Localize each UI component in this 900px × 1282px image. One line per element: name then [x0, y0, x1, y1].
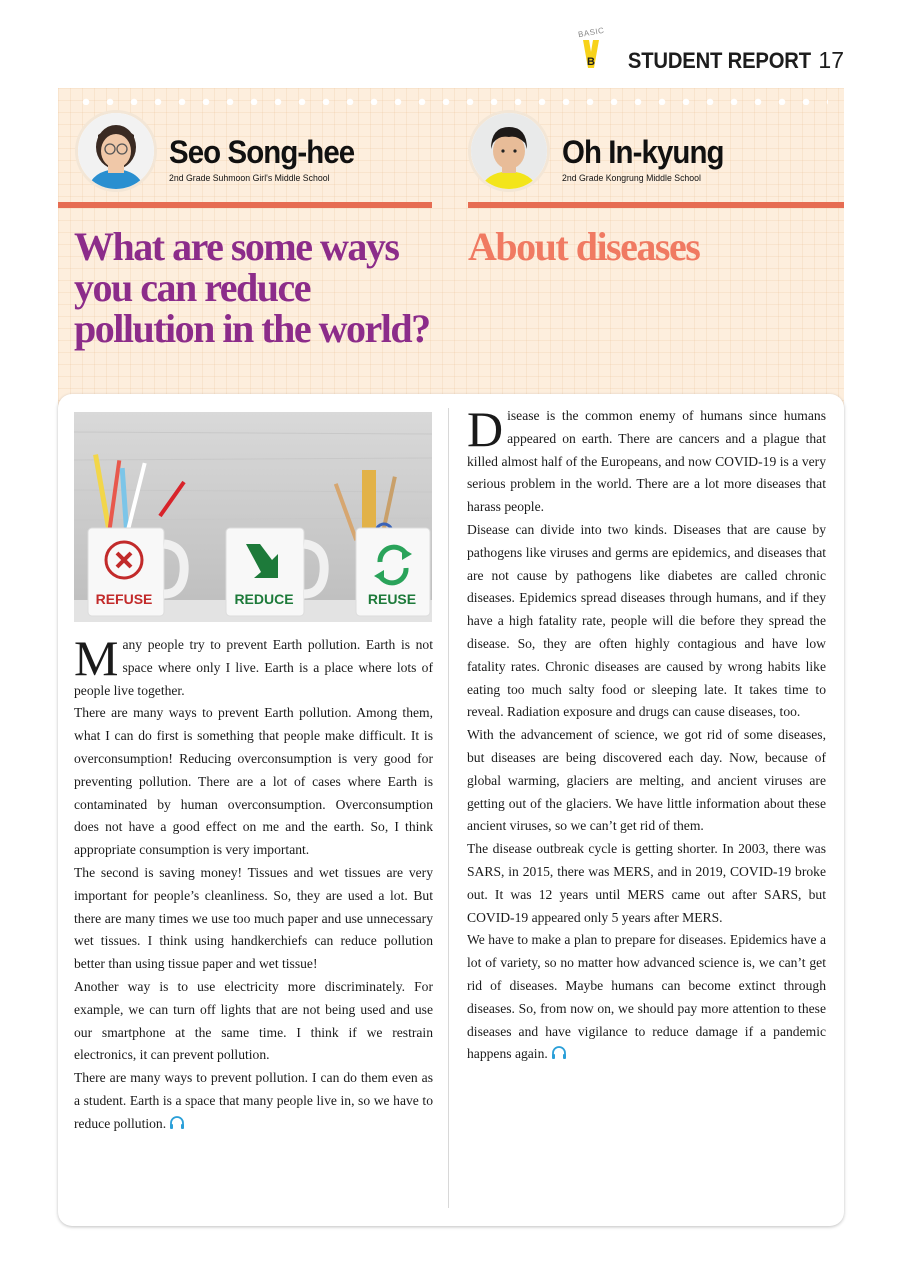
logo-small-text: BASIC [576, 25, 605, 40]
paragraph: With the advancement of science, we got rid of some diseases, but diseases are being discovered each day. Now, because of global warming, glaciers are melting, and ancient viruses are getting out of the glaciers. We have little information about these ancient viruses, so we can’t get rid of them. [467, 727, 826, 834]
page-number: 17 [818, 47, 844, 73]
article-body-left [74, 630, 433, 1136]
author-name: Seo Song-hee [169, 134, 355, 170]
basic-logo [576, 25, 605, 72]
paragraph: There are many ways to prevent Earth pollution. Among them, what I can do first is something that people make difficult. It is overconsumption! Reducing overconsumption is very good for preventing pollution. There are a lot of cases where Earth is contaminated by human overconsumption. Overconsumption does not have a good effect on me and the earth. So, I think appropriate consumption is very important. [74, 705, 433, 858]
paragraph: Disease can divide into two kinds. Diseases that are cause by pathogens like viruses and germs are epidemics, and diseases that are not cause by pathogens like diabetes are called chronic diseases. Epidemics spread diseases through humans, and if they have a high fatality rate, people will die before they spread the disease. So, they are often highly contagious and have low fatality rates. Chronic diseases are caused by wrong habits like eating too much salty food or sleeping late. It takes time to reveal. Radiation exposure and drugs can cause diseases, too. [467, 521, 826, 720]
author-left [75, 110, 370, 192]
headphones-end-icon [169, 1116, 185, 1129]
avatar [75, 110, 157, 192]
author-school: 2nd Grade Suhmoon Girl's Middle School [169, 173, 330, 184]
paragraph: Many people try to prevent Earth pollution. Earth is not space where only I live. Earth is a place where lots of people live together. [74, 630, 433, 698]
logo-v-icon [581, 38, 601, 70]
reuse-cup [356, 528, 430, 616]
paragraph: Disease is the common enemy of humans since humans appeared on earth. There are cancers and a plague that killed almost half of the Europeans, and now COVID-19 is a very serious problem in the world. There are a lot more diseases that harass people. [467, 401, 826, 515]
author-right [468, 110, 738, 192]
author-school: 2nd Grade Kongrung Middle School [562, 173, 701, 184]
avatar [468, 110, 550, 192]
logo-letter: B [586, 56, 595, 68]
drop-cap: D [467, 401, 504, 457]
headphones-end-icon [551, 1046, 567, 1059]
title-rule-right [468, 202, 844, 208]
paragraph: There are many ways to prevent pollution. I can do them even as a student. Earth is a space that many people live in, so we have to reduce pollution. [74, 1070, 433, 1131]
portrait-boy-icon [471, 113, 547, 189]
title-rule-left [58, 202, 432, 208]
article-title-right: About diseases [468, 224, 700, 269]
section-title: STUDENT REPORT [627, 48, 811, 73]
paragraph: Another way is to use electricity more discriminately. For example, we can turn off lights that are not being used and use our smartphone at the same time. I think if we restrain electronics, it can prevent pollution. [74, 978, 433, 1063]
paragraph: The second is saving money! Tissues and wet tissues are very important for people’s cleanliness. So, they are used a lot. But there are many times we use too much paper and use unnecessary wet tissues. I think using handkerchiefs can reduce pollution better than using tissue paper and wet tissue! [74, 864, 433, 972]
paragraph: We have to make a plan to prepare for diseases. Epidemics have a lot of variety, so no matter how advanced science is, we can’t get rid of diseases. Maybe humans can become extinct through diseases. So, from now on, we should pay more attention to these diseases and have vigilance to reduce damage if a pandemic happens again. [467, 932, 826, 1062]
reduce-label: REDUCE [234, 591, 294, 607]
author-name: Oh In-kyung [562, 134, 724, 170]
paragraph: The disease outbreak cycle is getting shorter. In 2003, there was SARS, in 2015, there was MERS, and in 2019, COVID-19 broke out. It was 12 years until MERS came out after SARS, but COVID-19 appeared only 5 years after MERS. [467, 841, 826, 925]
drop-cap: M [74, 630, 119, 686]
refuse-label: REFUSE [95, 591, 153, 607]
page-header [576, 25, 844, 73]
reuse-label: REUSE [367, 591, 417, 607]
column-divider [448, 408, 449, 1208]
perforation-dots [74, 97, 828, 105]
article-body-right [467, 401, 826, 1066]
article-title-left: What are some ways you can reduce pollution in the world? [74, 224, 430, 351]
refuse-reduce-reuse-illustration [74, 412, 432, 622]
portrait-girl-icon [78, 113, 154, 189]
